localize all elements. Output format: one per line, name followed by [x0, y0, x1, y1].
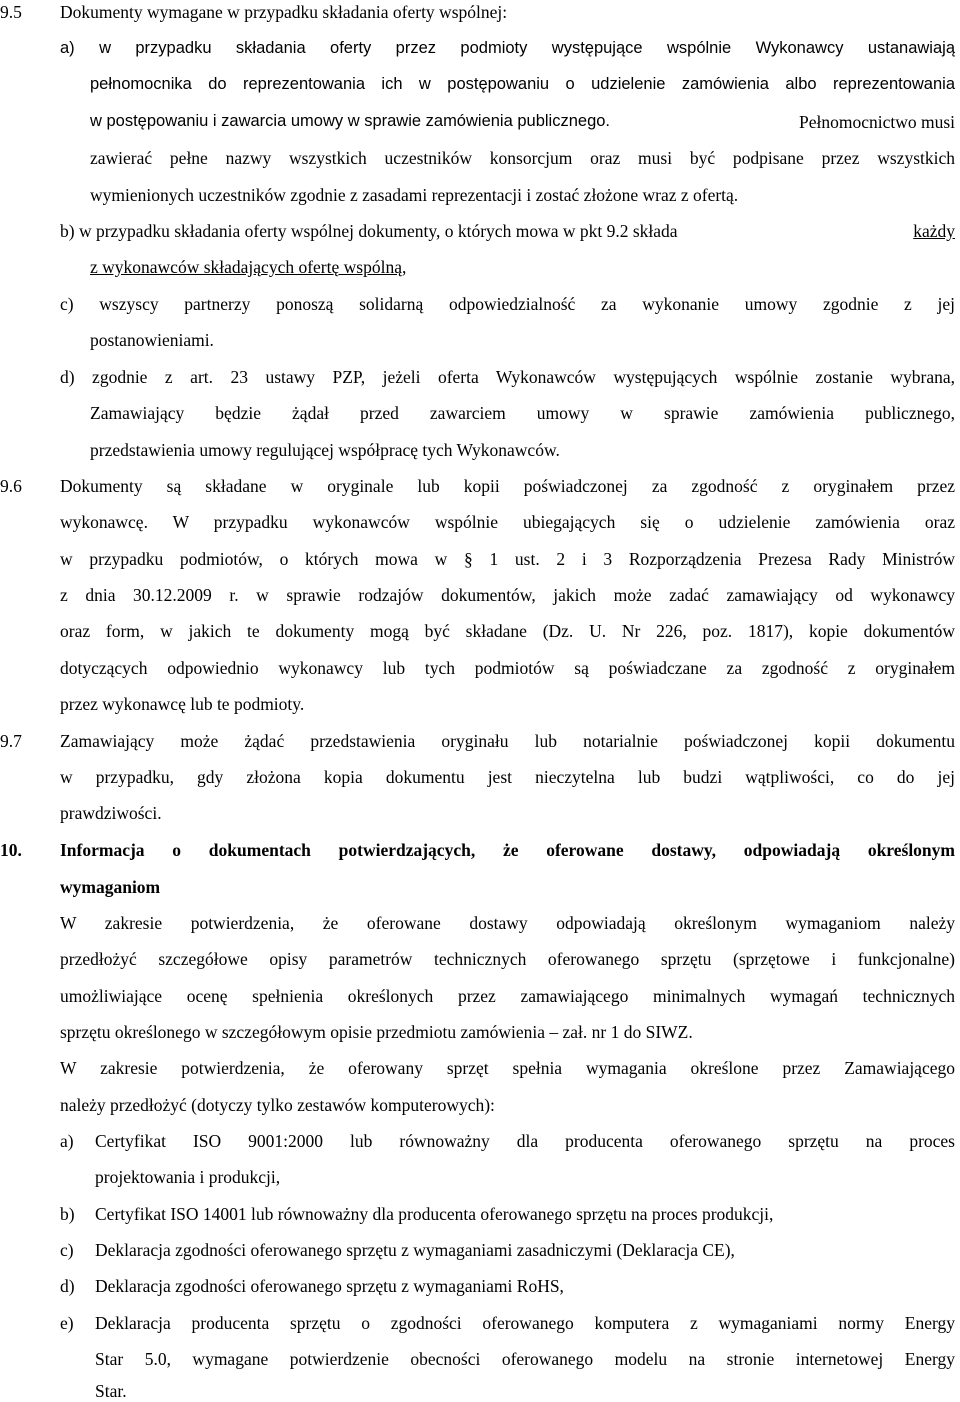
paragraph-line: z dnia 30.12.2009 r. w sprawie rodzajów dokumentów, jakich może zadać zamawiający od wykonawcy	[60, 585, 955, 605]
paragraph-line: oraz form, w jakich te dokumenty mogą być składane (Dz. U. Nr 226, poz. 1817), kopie dokumentów	[60, 621, 955, 641]
paragraph-line: wykonawcę. W przypadku wykonawców wspólnie ubiegających się o udzielenie zamówienia oraz	[60, 512, 955, 532]
paragraph-line: pełnomocnika do reprezentowania ich w postępowaniu o udzielenie zamówienia albo reprezentowania	[90, 75, 955, 93]
list-item: Deklaracja zgodności oferowanego sprzętu z wymaganiami zasadniczymi (Deklaracja CE),	[95, 1240, 735, 1260]
section-number: 9.7	[0, 731, 22, 751]
section-heading: wymaganiom	[60, 877, 161, 897]
section-number: 10.	[0, 840, 22, 860]
paragraph-line: w przypadku podmiotów, o których mowa w § 1 ust. 2 i 3 Rozporządzenia Prezesa Rady Ministrów	[60, 549, 955, 569]
paragraph-line: sprzętu określonego w szczegółowym opisie przedmiotu zamówienia – zał. nr 1 do SIWZ.	[60, 1022, 693, 1042]
paragraph-line	[90, 112, 955, 131]
list-marker: a)	[60, 1131, 74, 1151]
paragraph-line: Dokumenty są składane w oryginale lub kopii poświadczonej za zgodność z oryginałem przez	[60, 476, 955, 496]
paragraph-line: d) zgodnie z art. 23 ustawy PZP, jeżeli oferta Wykonawców występujących wspólnie zostanie wybrana,	[60, 367, 955, 387]
list-item: Certyfikat ISO 14001 lub równoważny dla producenta oferowanego sprzętu na proces produkcji,	[95, 1204, 774, 1224]
paragraph-line: Zamawiający może żądać przedstawienia oryginału lub notarialnie poświadczonej kopii dokumentu	[60, 731, 955, 751]
list-marker: b)	[60, 1204, 75, 1224]
paragraph-line: a) w przypadku składania oferty przez podmioty występujące wspólnie Wykonawcy ustanawiają	[60, 39, 955, 57]
paragraph-text: w postępowaniu i zawarcia umowy w sprawie zamówienia publicznego.	[90, 112, 610, 130]
section-number: 9.6	[0, 476, 22, 496]
paragraph-text: Pełnomocnictwo musi	[798, 112, 955, 132]
paragraph-text: b) w przypadku składania oferty wspólnej dokumenty, o których mowa w pkt 9.2 składa	[60, 221, 678, 241]
paragraph-line: w przypadku, gdy złożona kopia dokumentu jest nieczytelna lub budzi wątpliwości, co do jej	[60, 767, 955, 787]
paragraph-line: przez wykonawcę lub te podmioty.	[60, 694, 305, 714]
paragraph-line: dotyczących odpowiednio wykonawcy lub tych podmiotów są poświadczane za zgodność z oryginałem	[60, 658, 955, 678]
underlined-text: każdy	[913, 221, 955, 241]
paragraph-line: c) wszyscy partnerzy ponoszą solidarną odpowiedzialność za wykonanie umowy zgodnie z jej	[60, 294, 955, 314]
underlined-text: z wykonawców składających ofertę wspólną,	[90, 257, 407, 277]
paragraph-line: postanowieniami.	[90, 330, 214, 350]
paragraph-line: W zakresie potwierdzenia, że oferowany sprzęt spełnia wymagania określone przez Zamawiającego	[60, 1058, 955, 1078]
paragraph-line: przedstawienia umowy regulującej współpracę tych Wykonawców.	[90, 440, 560, 460]
section-heading: Dokumenty wymagane w przypadku składania oferty wspólnej:	[60, 2, 508, 22]
list-item: Certyfikat ISO 9001:2000 lub równoważny dla producenta oferowanego sprzętu na proces	[95, 1131, 955, 1151]
list-item: Star.	[95, 1381, 127, 1401]
paragraph-line	[60, 221, 955, 242]
section-number: 9.5	[0, 2, 22, 22]
list-item: Deklaracja producenta sprzętu o zgodności oferowanego komputera z wymaganiami normy Energy	[95, 1313, 955, 1333]
paragraph-line: umożliwiające ocenę spełnienia określonych przez zamawiającego minimalnych wymagań technicznych	[60, 986, 955, 1006]
section-heading: Informacja o dokumentach potwierdzających, że oferowane dostawy, odpowiadają określonym	[60, 840, 955, 860]
list-item: projektowania i produkcji,	[95, 1167, 281, 1187]
paragraph-line: W zakresie potwierdzenia, że oferowane dostawy odpowiadają określonym wymaganiom należy	[60, 913, 955, 933]
paragraph-line: prawdziwości.	[60, 803, 162, 823]
list-marker: d)	[60, 1276, 75, 1296]
list-marker: e)	[60, 1313, 74, 1333]
list-item: Deklaracja zgodności oferowanego sprzętu z wymaganiami RoHS,	[95, 1276, 564, 1296]
paragraph-line: wymienionych uczestników zgodnie z zasadami reprezentacji i zostać złożone wraz z ofertą.	[90, 185, 739, 205]
paragraph-line: Zamawiający będzie żądał przed zawarciem umowy w sprawie zamówienia publicznego,	[90, 403, 955, 423]
paragraph-line: należy przedłożyć (dotyczy tylko zestawów komputerowych):	[60, 1095, 495, 1115]
list-item: Star 5.0, wymagane potwierdzenie obecności oferowanego modelu na stronie internetowej Energy	[95, 1349, 955, 1369]
paragraph-line: zawierać pełne nazwy wszystkich uczestników konsorcjum oraz musi być podpisane przez wszystkich	[90, 148, 955, 168]
paragraph-line: przedłożyć szczegółowe opisy parametrów technicznych oferowanego sprzętu (sprzętowe i funkcjonalne)	[60, 949, 955, 969]
list-marker: c)	[60, 1240, 74, 1260]
